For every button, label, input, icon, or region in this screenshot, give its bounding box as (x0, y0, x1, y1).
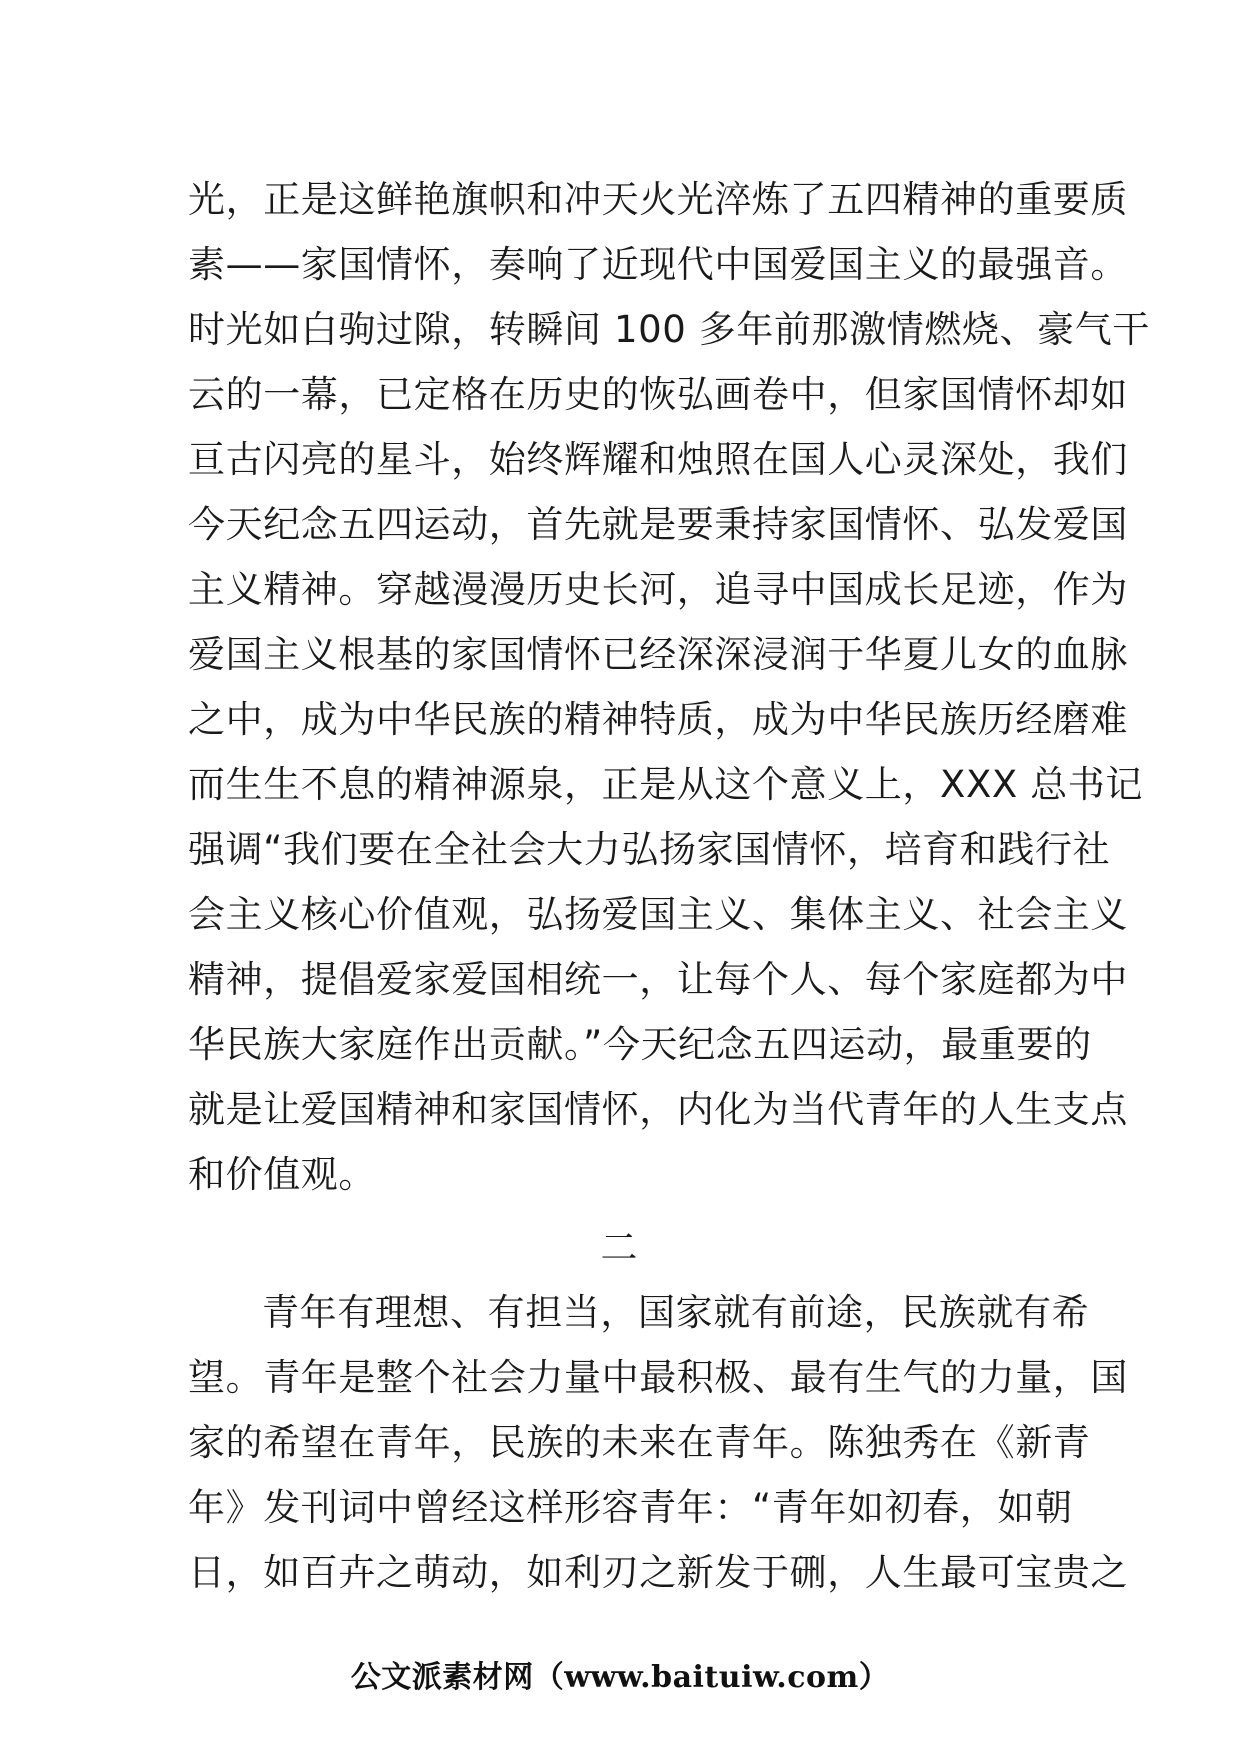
paragraph-line: 时光如白驹过隙，转瞬间 100 多年前那激情燃烧、豪气干 (188, 308, 1150, 351)
paragraph-line: 和价值观。 (188, 1153, 376, 1196)
paragraph-line: 今天纪念五四运动，首先就是要秉持家国情怀、弘发爱国 (188, 503, 1128, 546)
paragraph-line: 青年有理想、有担当，国家就有前途，民族就有希 (262, 1291, 1090, 1334)
paragraph-line: 云的一幕，已定格在历史的恢弘画卷中，但家国情怀却如 (188, 373, 1128, 416)
footer-watermark: 公文派素材网（www.baituiw.com） (350, 1660, 890, 1695)
paragraph-line: 日，如百卉之萌动，如利刃之新发于硎，人生最可宝贵之 (188, 1551, 1128, 1594)
paragraph-line: 而生生不息的精神源泉，正是从这个意义上，XXX 总书记 (188, 763, 1144, 806)
paragraph-line: 望。青年是整个社会力量中最积极、最有生气的力量，国 (188, 1356, 1128, 1399)
paragraph-line: 之中，成为中华民族的精神特质，成为中华民族历经磨难 (188, 698, 1128, 741)
paragraph-line: 光，正是这鲜艳旗帜和冲天火光淬炼了五四精神的重要质 (188, 178, 1128, 221)
paragraph-line: 会主义核心价值观，弘扬爱国主义、集体主义、社会主义 (188, 893, 1128, 936)
paragraph-line: 主义精神。穿越漫漫历史长河，追寻中国成长足迹，作为 (188, 568, 1128, 611)
body-paragraph-1 (188, 167, 1150, 1207)
paragraph-line: 亘古闪亮的星斗，始终辉耀和烛照在国人心灵深处，我们 (188, 438, 1128, 481)
paragraph-line: 强调“我们要在全社会大力弘扬家国情怀，培育和践行社 (188, 828, 1111, 871)
paragraph-line: 精神，提倡爱家爱国相统一，让每个人、每个家庭都为中 (188, 958, 1128, 1001)
paragraph-line: 就是让爱国精神和家国情怀，内化为当代青年的人生支点 (188, 1088, 1128, 1131)
paragraph-line: 家的希望在青年，民族的未来在青年。陈独秀在《新青 (188, 1421, 1091, 1464)
section-heading: 二 (600, 1226, 640, 1269)
body-paragraph-2 (188, 1280, 1128, 1605)
paragraph-line: 素——家国情怀，奏响了近现代中国爱国主义的最强音。 (188, 243, 1128, 286)
paragraph-line: 爱国主义根基的家国情怀已经深深浸润于华夏儿女的血脉 (188, 633, 1128, 676)
paragraph-line: 华民族大家庭作出贡献。”今天纪念五四运动，最重要的 (188, 1023, 1092, 1066)
paragraph-line: 年》发刊词中曾经这样形容青年：“青年如初春，如朝 (188, 1486, 1073, 1529)
